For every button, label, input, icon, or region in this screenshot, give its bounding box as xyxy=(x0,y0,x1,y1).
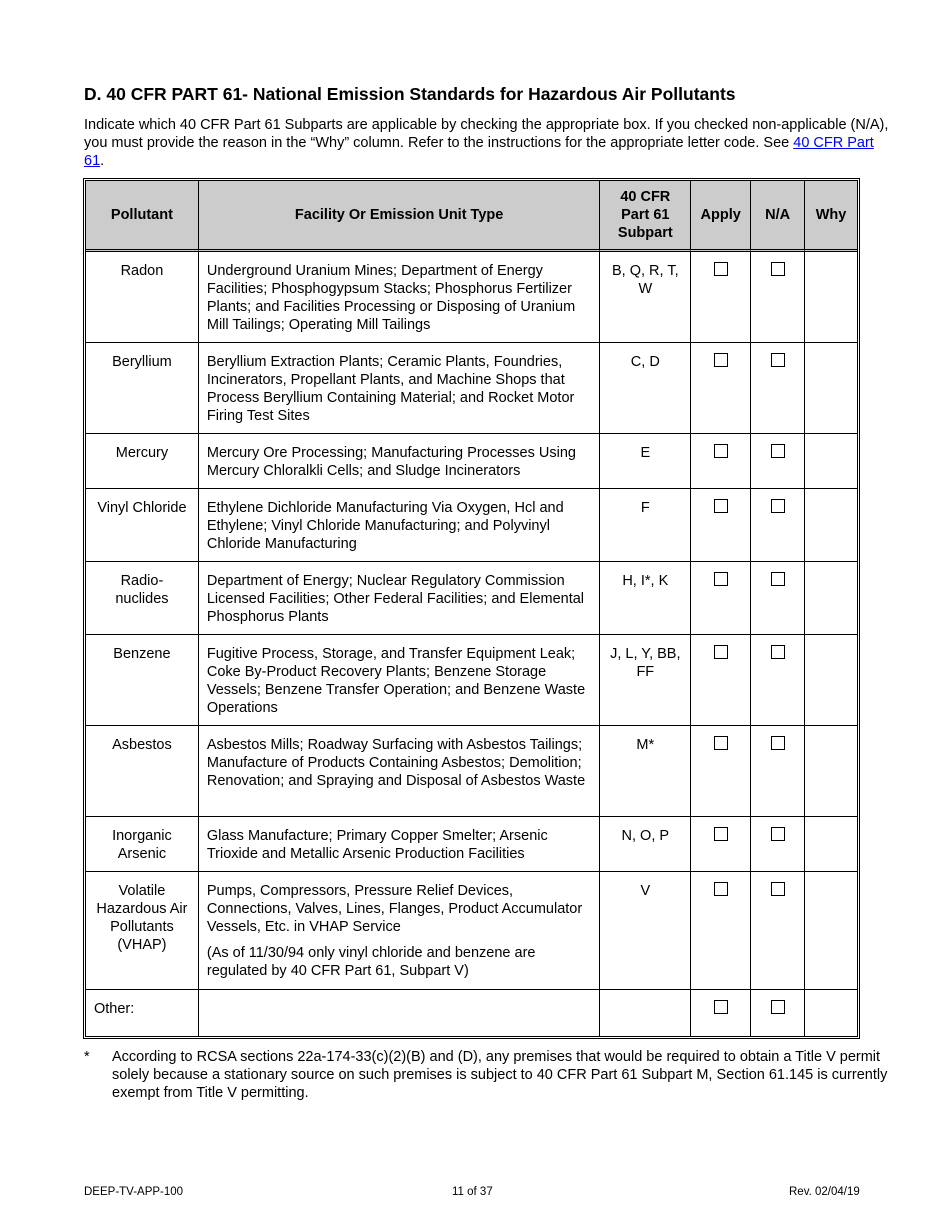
table-row-other xyxy=(86,990,857,1036)
why-cell[interactable] xyxy=(805,343,857,434)
facility-cell xyxy=(199,635,601,726)
na-checkbox[interactable] xyxy=(771,572,785,586)
na-cell xyxy=(751,434,805,489)
facility-cell xyxy=(199,252,601,343)
subpart-cell: M* xyxy=(600,726,691,817)
other-subpart-cell[interactable] xyxy=(600,990,691,1036)
footnote-text: According to RCSA sections 22a-174-33(c)(2)(B) and (D), any premises that would be required to obtain a Title V permit solely because a stationary source on such premises is subject to 40 CFR Part 61 Subpart M, Section 61.145 is currently exempt from Title V permitting. xyxy=(112,1049,888,1101)
apply-checkbox[interactable] xyxy=(714,827,728,841)
pollutant-cell: Vinyl Chloride xyxy=(86,489,199,562)
apply-checkbox[interactable] xyxy=(714,882,728,896)
na-cell xyxy=(751,726,805,817)
header-apply: Apply xyxy=(691,181,751,252)
pollutant-cell: Beryllium xyxy=(86,343,199,434)
na-cell xyxy=(751,872,805,990)
footer-form-id: DEEP-TV-APP-100 xyxy=(84,1186,184,1198)
na-cell xyxy=(751,343,805,434)
pollutant-cell: Volatile Hazardous Air Pollutants (VHAP) xyxy=(86,872,199,990)
header-na: N/A xyxy=(751,181,805,252)
table-row xyxy=(86,252,857,343)
pollutant-cell: Mercury xyxy=(86,434,199,489)
apply-cell xyxy=(691,562,751,635)
apply-checkbox[interactable] xyxy=(714,1000,728,1014)
na-checkbox[interactable] xyxy=(771,444,785,458)
apply-cell xyxy=(691,817,751,872)
why-cell[interactable] xyxy=(805,990,857,1036)
facility-text: Fugitive Process, Storage, and Transfer Equipment Leak; Coke By-Product Recovery Plants; Benzene Storage Vessels; Benzene Transfer Operation; and Benzene Waste Operations xyxy=(206,646,586,716)
table-row xyxy=(86,726,857,817)
facility-text: Ethylene Dichloride Manufacturing Via Oxygen, Hcl and Ethylene; Vinyl Chloride Manufacturing; and Polyvinyl Chloride Manufacturing xyxy=(206,500,564,552)
facility-cell xyxy=(199,726,601,817)
na-checkbox[interactable] xyxy=(771,827,785,841)
na-cell xyxy=(751,990,805,1036)
na-checkbox[interactable] xyxy=(771,1000,785,1014)
subpart-cell: V xyxy=(600,872,691,990)
pollutant-cell: Radon xyxy=(86,252,199,343)
table-row xyxy=(86,343,857,434)
intro-paragraph xyxy=(84,116,894,170)
table-row xyxy=(86,434,857,489)
apply-checkbox[interactable] xyxy=(714,444,728,458)
apply-cell xyxy=(691,726,751,817)
footer-page-number: 11 of 37 xyxy=(452,1186,493,1198)
why-cell[interactable] xyxy=(805,489,857,562)
na-checkbox[interactable] xyxy=(771,262,785,276)
na-checkbox[interactable] xyxy=(771,736,785,750)
facility-text: Pumps, Compressors, Pressure Relief Devices, Connections, Valves, Lines, Flanges, Product Accumulator Vessels, Etc. in VHAP Service xyxy=(206,883,583,935)
header-why: Why xyxy=(805,181,857,252)
na-checkbox[interactable] xyxy=(771,882,785,896)
facility-cell xyxy=(199,562,601,635)
na-cell xyxy=(751,489,805,562)
apply-checkbox[interactable] xyxy=(714,645,728,659)
facility-text: Mercury Ore Processing; Manufacturing Processes Using Mercury Chloralkli Cells; and Sludge Incinerators xyxy=(206,445,576,479)
apply-cell xyxy=(691,872,751,990)
why-cell[interactable] xyxy=(805,252,857,343)
apply-cell xyxy=(691,489,751,562)
apply-checkbox[interactable] xyxy=(714,736,728,750)
header-pollutant: Pollutant xyxy=(86,181,199,252)
facility-text: Beryllium Extraction Plants; Ceramic Plants, Foundries, Incinerators, Propellant Plants, and Machine Shops that Process Beryllium Containing Material; and Rocket Motor Firing Test Sites xyxy=(206,354,575,424)
why-cell[interactable] xyxy=(805,817,857,872)
table-row xyxy=(86,489,857,562)
apply-cell xyxy=(691,434,751,489)
na-checkbox[interactable] xyxy=(771,645,785,659)
apply-checkbox[interactable] xyxy=(714,572,728,586)
other-facility-cell[interactable] xyxy=(199,990,601,1036)
facility-cell xyxy=(199,489,601,562)
na-checkbox[interactable] xyxy=(771,499,785,513)
footnote xyxy=(84,1048,894,1102)
header-subpart: 40 CFR Part 61 Subpart xyxy=(600,181,691,252)
apply-checkbox[interactable] xyxy=(714,353,728,367)
why-cell[interactable] xyxy=(805,434,857,489)
na-cell xyxy=(751,562,805,635)
subpart-cell: F xyxy=(600,489,691,562)
facility-cell xyxy=(199,343,601,434)
na-cell xyxy=(751,252,805,343)
footnote-marker: * xyxy=(84,1049,90,1065)
header-facility: Facility Or Emission Unit Type xyxy=(199,181,601,252)
subpart-cell: N, O, P xyxy=(600,817,691,872)
table-row xyxy=(86,562,857,635)
apply-cell xyxy=(691,635,751,726)
cfr-part-61-link[interactable]: 40 CFR Part 61 xyxy=(84,135,874,169)
table-row xyxy=(86,817,857,872)
apply-checkbox[interactable] xyxy=(714,499,728,513)
apply-checkbox[interactable] xyxy=(714,262,728,276)
why-cell[interactable] xyxy=(805,562,857,635)
footer-revision: Rev. 02/04/19 xyxy=(789,1186,860,1198)
facility-note: (As of 11/30/94 only vinyl chloride and benzene are regulated by 40 CFR Part 61, Subpart V) xyxy=(206,945,536,979)
facility-text: Glass Manufacture; Primary Copper Smelter; Arsenic Trioxide and Metallic Arsenic Production Facilities xyxy=(206,828,548,862)
why-cell[interactable] xyxy=(805,635,857,726)
pollutant-cell: Radio-nuclides xyxy=(86,562,199,635)
facility-cell xyxy=(199,872,601,990)
subpart-cell: E xyxy=(600,434,691,489)
section-title: D. 40 CFR PART 61- National Emission Standards for Hazardous Air Pollutants xyxy=(84,84,736,104)
facility-text: Asbestos Mills; Roadway Surfacing with Asbestos Tailings; Manufacture of Products Containing Asbestos; Demolition; Renovation; and Spraying and Disposal of Asbestos Waste xyxy=(206,737,586,789)
facility-text: Department of Energy; Nuclear Regulatory Commission Licensed Facilities; Other Federal Facilities; and Elemental Phosphorus Plants xyxy=(206,573,585,625)
intro-text: Indicate which 40 CFR Part 61 Subparts are applicable by checking the appropriate box. If you checked non-applicable (N/A), you must provide the reason in the “Why” column. Refer to the instructions for the appropriate letter code. See xyxy=(84,117,889,151)
table-row xyxy=(86,872,857,990)
why-cell[interactable] xyxy=(805,872,857,990)
subpart-cell: H, I*, K xyxy=(600,562,691,635)
facility-text: Underground Uranium Mines; Department of Energy Facilities; Phosphogypsum Stacks; Phosphorus Fertilizer Plants; and Facilities Processing or Disposing of Uranium Mill Tailings; Operating Mill Tailings xyxy=(206,263,576,333)
table-header-row xyxy=(86,181,857,252)
facility-cell xyxy=(199,817,601,872)
subpart-cell: C, D xyxy=(600,343,691,434)
subpart-cell: J, L, Y, BB, FF xyxy=(600,635,691,726)
apply-cell xyxy=(691,990,751,1036)
pollutant-cell: Asbestos xyxy=(86,726,199,817)
apply-cell xyxy=(691,343,751,434)
pollutant-cell: Benzene xyxy=(86,635,199,726)
na-cell xyxy=(751,635,805,726)
table-row xyxy=(86,635,857,726)
other-label: Other: xyxy=(86,990,199,1036)
na-checkbox[interactable] xyxy=(771,353,785,367)
na-cell xyxy=(751,817,805,872)
part61-applicability-table xyxy=(83,178,860,1039)
intro-end: . xyxy=(100,153,105,169)
why-cell[interactable] xyxy=(805,726,857,817)
facility-cell xyxy=(199,434,601,489)
subpart-cell: B, Q, R, T, W xyxy=(600,252,691,343)
pollutant-cell: Inorganic Arsenic xyxy=(86,817,199,872)
apply-cell xyxy=(691,252,751,343)
